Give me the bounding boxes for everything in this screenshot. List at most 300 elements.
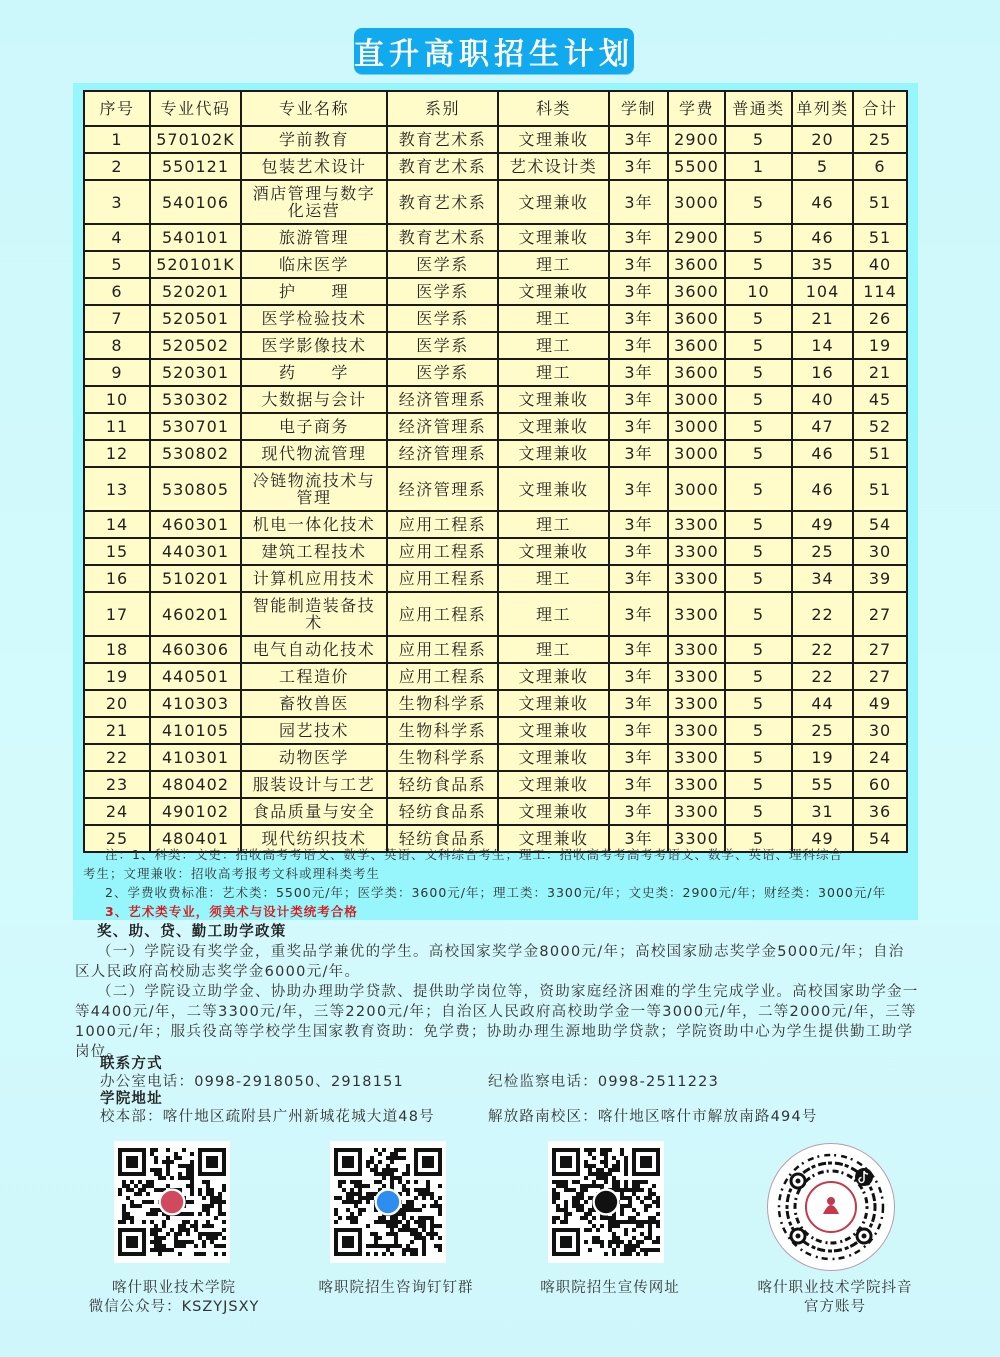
tuition-cell: 3300 xyxy=(668,798,725,825)
table-row xyxy=(84,440,907,467)
separate-quota-cell: 46 xyxy=(792,467,853,511)
subject-category-cell: 文理兼收 xyxy=(498,126,609,153)
department-cell: 医学系 xyxy=(387,332,498,359)
subject-category-cell: 文理兼收 xyxy=(498,690,609,717)
major-code-cell: 440301 xyxy=(150,538,241,565)
subject-category-cell: 文理兼收 xyxy=(498,413,609,440)
table-row xyxy=(84,771,907,798)
duration-cell: 3年 xyxy=(609,717,668,744)
separate-quota-cell: 16 xyxy=(792,359,853,386)
separate-quota-cell: 19 xyxy=(792,744,853,771)
contact-heading: 联系方式 xyxy=(100,1056,163,1072)
row-number-cell: 5 xyxy=(84,251,150,278)
major-code-cell: 520101K xyxy=(150,251,241,278)
department-cell: 轻纺食品系 xyxy=(387,771,498,798)
subject-category-cell: 文理兼收 xyxy=(498,798,609,825)
department-cell: 生物科学系 xyxy=(387,717,498,744)
row-number-cell: 3 xyxy=(84,180,150,224)
total-quota-cell: 51 xyxy=(853,440,907,467)
duration-cell: 3年 xyxy=(609,251,668,278)
subject-category-cell: 文理兼收 xyxy=(498,717,609,744)
subject-category-cell: 文理兼收 xyxy=(498,467,609,511)
separate-quota-cell: 22 xyxy=(792,636,853,663)
enrollment-plan-table xyxy=(83,90,908,853)
duration-cell: 3年 xyxy=(609,278,668,305)
department-cell: 教育艺术系 xyxy=(387,224,498,251)
total-quota-cell: 51 xyxy=(853,224,907,251)
department-cell: 应用工程系 xyxy=(387,511,498,538)
separate-quota-cell: 14 xyxy=(792,332,853,359)
department-cell: 应用工程系 xyxy=(387,538,498,565)
general-quota-cell: 5 xyxy=(725,690,792,717)
row-number-cell: 9 xyxy=(84,359,150,386)
tuition-cell: 2900 xyxy=(668,224,725,251)
tuition-cell: 3300 xyxy=(668,538,725,565)
row-number-cell: 16 xyxy=(84,565,150,592)
general-quota-cell: 5 xyxy=(725,305,792,332)
major-code-cell: 540106 xyxy=(150,180,241,224)
table-row xyxy=(84,332,907,359)
general-quota-cell: 5 xyxy=(725,798,792,825)
duration-cell: 3年 xyxy=(609,565,668,592)
subject-category-cell: 文理兼收 xyxy=(498,744,609,771)
major-name-cell: 医学检验技术 xyxy=(241,305,387,332)
table-row xyxy=(84,744,907,771)
total-quota-cell: 30 xyxy=(853,538,907,565)
row-number-cell: 7 xyxy=(84,305,150,332)
major-name-cell: 机电一体化技术 xyxy=(241,511,387,538)
major-code-cell: 480402 xyxy=(150,771,241,798)
office-phone: 办公室电话：0998-2918050、2918151 xyxy=(100,1073,404,1090)
header-cell: 合计 xyxy=(853,91,907,126)
row-number-cell: 20 xyxy=(84,690,150,717)
general-quota-cell: 5 xyxy=(725,663,792,690)
website-qr-code-icon[interactable] xyxy=(548,1141,664,1263)
major-code-cell: 440501 xyxy=(150,663,241,690)
major-code-cell: 520501 xyxy=(150,305,241,332)
separate-quota-cell: 31 xyxy=(792,798,853,825)
policy-paragraph-2: （二）学院设立助学金、协助办理助学贷款、提供助学岗位等，资助家庭经济困难的学生完成学业。高校国家助学金一等4400元/年，二等3300元/年，三等2200元/年；自治区人民政府高校助学金一等3000元/年，二等2000元/年，三等1000元/年；服兵役高等学校学生国家教育资助：免学费；协助办理生源地助学贷款；学院资助中心为学生提供勤工助学岗位。 xyxy=(75,984,919,1060)
south-campus-address: 解放路南校区：喀什地区喀什市解放南路494号 xyxy=(488,1108,818,1125)
separate-quota-cell: 40 xyxy=(792,386,853,413)
policy-heading: 奖、助、贷、勤工助学政策 xyxy=(97,924,287,940)
separate-quota-cell: 49 xyxy=(792,825,853,852)
duration-cell: 3年 xyxy=(609,592,668,636)
major-name-cell: 畜牧兽医 xyxy=(241,690,387,717)
department-cell: 经济管理系 xyxy=(387,440,498,467)
separate-quota-cell: 46 xyxy=(792,440,853,467)
table-row xyxy=(84,413,907,440)
total-quota-cell: 114 xyxy=(853,278,907,305)
general-quota-cell: 5 xyxy=(725,636,792,663)
tuition-cell: 3300 xyxy=(668,717,725,744)
major-code-cell: 410105 xyxy=(150,717,241,744)
tuition-cell: 3000 xyxy=(668,440,725,467)
duration-cell: 3年 xyxy=(609,413,668,440)
major-name-cell: 包装艺术设计 xyxy=(241,153,387,180)
qr-pattern xyxy=(114,1141,230,1263)
duration-cell: 3年 xyxy=(609,359,668,386)
table-row xyxy=(84,663,907,690)
table-row xyxy=(84,278,907,305)
total-quota-cell: 27 xyxy=(853,663,907,690)
department-cell: 应用工程系 xyxy=(387,636,498,663)
department-cell: 教育艺术系 xyxy=(387,180,498,224)
address-heading: 学院地址 xyxy=(100,1091,163,1107)
subject-category-cell: 理工 xyxy=(498,636,609,663)
row-number-cell: 23 xyxy=(84,771,150,798)
separate-quota-cell: 104 xyxy=(792,278,853,305)
general-quota-cell: 5 xyxy=(725,511,792,538)
major-code-cell: 570102K xyxy=(150,126,241,153)
major-name-cell: 工程造价 xyxy=(241,663,387,690)
department-cell: 医学系 xyxy=(387,359,498,386)
total-quota-cell: 21 xyxy=(853,359,907,386)
subject-category-cell: 理工 xyxy=(498,592,609,636)
subject-category-cell: 文理兼收 xyxy=(498,278,609,305)
major-code-cell: 520201 xyxy=(150,278,241,305)
row-number-cell: 2 xyxy=(84,153,150,180)
tuition-cell: 3300 xyxy=(668,744,725,771)
major-code-cell: 480401 xyxy=(150,825,241,852)
row-number-cell: 22 xyxy=(84,744,150,771)
major-name-cell: 电气自动化技术 xyxy=(241,636,387,663)
subject-category-cell: 文理兼收 xyxy=(498,440,609,467)
duration-cell: 3年 xyxy=(609,305,668,332)
duration-cell: 3年 xyxy=(609,663,668,690)
general-quota-cell: 5 xyxy=(725,332,792,359)
dingtalk-caption: 喀职院招生咨询钉钉群 xyxy=(318,1280,474,1296)
row-number-cell: 25 xyxy=(84,825,150,852)
general-quota-cell: 5 xyxy=(725,440,792,467)
major-name-cell: 服装设计与工艺 xyxy=(241,771,387,798)
note-line-1-cont: 考生；文理兼收：招收高考报考文科或理科类考生 xyxy=(83,866,381,881)
subject-category-cell: 文理兼收 xyxy=(498,663,609,690)
separate-quota-cell: 34 xyxy=(792,565,853,592)
wechat-qr-code-icon[interactable] xyxy=(114,1141,230,1263)
general-quota-cell: 1 xyxy=(725,153,792,180)
table-notes xyxy=(83,845,913,921)
tuition-cell: 3600 xyxy=(668,332,725,359)
general-quota-cell: 5 xyxy=(725,126,792,153)
subject-category-cell: 理工 xyxy=(498,511,609,538)
header-cell: 科类 xyxy=(498,91,609,126)
department-cell: 轻纺食品系 xyxy=(387,798,498,825)
tuition-cell: 3300 xyxy=(668,825,725,852)
row-number-cell: 15 xyxy=(84,538,150,565)
header-cell: 序号 xyxy=(84,91,150,126)
table-row xyxy=(84,511,907,538)
row-number-cell: 6 xyxy=(84,278,150,305)
tuition-cell: 3000 xyxy=(668,180,725,224)
table-header-row xyxy=(84,91,907,126)
major-name-cell: 园艺技术 xyxy=(241,717,387,744)
table-row xyxy=(84,224,907,251)
separate-quota-cell: 25 xyxy=(792,717,853,744)
department-cell: 教育艺术系 xyxy=(387,126,498,153)
duration-cell: 3年 xyxy=(609,636,668,663)
general-quota-cell: 5 xyxy=(725,825,792,852)
general-quota-cell: 5 xyxy=(725,771,792,798)
separate-quota-cell: 25 xyxy=(792,538,853,565)
general-quota-cell: 5 xyxy=(725,251,792,278)
subject-category-cell: 理工 xyxy=(498,332,609,359)
row-number-cell: 19 xyxy=(84,663,150,690)
major-code-cell: 410301 xyxy=(150,744,241,771)
general-quota-cell: 5 xyxy=(725,386,792,413)
douyin-qr-code-icon[interactable] xyxy=(767,1143,895,1271)
department-cell: 经济管理系 xyxy=(387,467,498,511)
main-campus-address: 校本部：喀什地区疏附县广州新城花城大道48号 xyxy=(100,1108,435,1125)
page-title-banner xyxy=(354,28,634,74)
separate-quota-cell: 22 xyxy=(792,663,853,690)
major-name-cell: 智能制造装备技术 xyxy=(241,592,387,636)
major-code-cell: 530302 xyxy=(150,386,241,413)
row-number-cell: 4 xyxy=(84,224,150,251)
note-line-3-art-requirement: 3、艺术类专业，须美术与设计类统考合格 xyxy=(105,904,358,919)
separate-quota-cell: 5 xyxy=(792,153,853,180)
major-code-cell: 540101 xyxy=(150,224,241,251)
tuition-cell: 3000 xyxy=(668,386,725,413)
tuition-cell: 3300 xyxy=(668,592,725,636)
major-name-cell: 护 理 xyxy=(241,278,387,305)
department-cell: 经济管理系 xyxy=(387,413,498,440)
header-cell: 学费 xyxy=(668,91,725,126)
separate-quota-cell: 46 xyxy=(792,180,853,224)
major-name-cell: 计算机应用技术 xyxy=(241,565,387,592)
row-number-cell: 14 xyxy=(84,511,150,538)
tuition-cell: 3600 xyxy=(668,278,725,305)
tuition-cell: 3300 xyxy=(668,690,725,717)
table-row xyxy=(84,717,907,744)
table-row xyxy=(84,153,907,180)
major-code-cell: 520301 xyxy=(150,359,241,386)
major-name-cell: 动物医学 xyxy=(241,744,387,771)
dingtalk-qr-code-icon[interactable] xyxy=(330,1141,446,1263)
separate-quota-cell: 21 xyxy=(792,305,853,332)
department-cell: 应用工程系 xyxy=(387,565,498,592)
subject-category-cell: 理工 xyxy=(498,305,609,332)
major-code-cell: 460306 xyxy=(150,636,241,663)
total-quota-cell: 27 xyxy=(853,592,907,636)
major-name-cell: 冷链物流技术与管理 xyxy=(241,467,387,511)
page-title: 直升高职招生计划 xyxy=(354,37,634,72)
total-quota-cell: 6 xyxy=(853,153,907,180)
major-code-cell: 490102 xyxy=(150,798,241,825)
table-row xyxy=(84,467,907,511)
subject-category-cell: 文理兼收 xyxy=(498,771,609,798)
header-cell: 单列类 xyxy=(792,91,853,126)
duration-cell: 3年 xyxy=(609,180,668,224)
table-row xyxy=(84,565,907,592)
major-name-cell: 旅游管理 xyxy=(241,224,387,251)
tuition-cell: 3300 xyxy=(668,771,725,798)
subject-category-cell: 理工 xyxy=(498,359,609,386)
inspection-phone: 纪检监察电话：0998-2511223 xyxy=(488,1073,720,1090)
duration-cell: 3年 xyxy=(609,386,668,413)
major-name-cell: 临床医学 xyxy=(241,251,387,278)
tuition-cell: 2900 xyxy=(668,126,725,153)
total-quota-cell: 24 xyxy=(853,744,907,771)
general-quota-cell: 10 xyxy=(725,278,792,305)
separate-quota-cell: 44 xyxy=(792,690,853,717)
duration-cell: 3年 xyxy=(609,825,668,852)
row-number-cell: 13 xyxy=(84,467,150,511)
duration-cell: 3年 xyxy=(609,153,668,180)
tuition-cell: 3000 xyxy=(668,413,725,440)
general-quota-cell: 5 xyxy=(725,592,792,636)
tuition-cell: 3300 xyxy=(668,565,725,592)
wechat-caption: 喀什职业技术学院 微信公众号：KSZYJSXY xyxy=(88,1280,260,1315)
qr-pattern xyxy=(548,1141,664,1263)
table-row xyxy=(84,690,907,717)
subject-category-cell: 文理兼收 xyxy=(498,825,609,852)
tuition-cell: 3300 xyxy=(668,511,725,538)
separate-quota-cell: 35 xyxy=(792,251,853,278)
financial-aid-policy xyxy=(75,922,920,1062)
department-cell: 医学系 xyxy=(387,278,498,305)
total-quota-cell: 30 xyxy=(853,717,907,744)
separate-quota-cell: 46 xyxy=(792,224,853,251)
major-name-cell: 药 学 xyxy=(241,359,387,386)
general-quota-cell: 5 xyxy=(725,359,792,386)
department-cell: 医学系 xyxy=(387,305,498,332)
separate-quota-cell: 20 xyxy=(792,126,853,153)
row-number-cell: 8 xyxy=(84,332,150,359)
tuition-cell: 5500 xyxy=(668,153,725,180)
row-number-cell: 24 xyxy=(84,798,150,825)
major-name-cell: 现代物流管理 xyxy=(241,440,387,467)
total-quota-cell: 19 xyxy=(853,332,907,359)
header-cell: 系别 xyxy=(387,91,498,126)
total-quota-cell: 36 xyxy=(853,798,907,825)
row-number-cell: 18 xyxy=(84,636,150,663)
general-quota-cell: 5 xyxy=(725,224,792,251)
general-quota-cell: 5 xyxy=(725,180,792,224)
department-cell: 教育艺术系 xyxy=(387,153,498,180)
separate-quota-cell: 22 xyxy=(792,592,853,636)
tuition-cell: 3300 xyxy=(668,636,725,663)
general-quota-cell: 5 xyxy=(725,744,792,771)
table-row xyxy=(84,359,907,386)
note-line-1: 注：1、科类：文史：招收高考考语文、数学、英语、文科综合考生；理工：招收高考考高考考语文、数学、英语、理科综合 xyxy=(105,847,843,862)
major-code-cell: 460301 xyxy=(150,511,241,538)
row-number-cell: 17 xyxy=(84,592,150,636)
header-cell: 普通类 xyxy=(725,91,792,126)
tuition-cell: 3300 xyxy=(668,663,725,690)
tuition-cell: 3600 xyxy=(668,305,725,332)
duration-cell: 3年 xyxy=(609,798,668,825)
contact-section xyxy=(100,1056,900,1126)
note-line-2: 2、学费收费标准：艺术类：5500元/年；医学类：3600元/年；理工类：3300元/年；文史类：2900元/年；财经类：3000元/年 xyxy=(105,885,887,900)
duration-cell: 3年 xyxy=(609,126,668,153)
header-cell: 学制 xyxy=(609,91,668,126)
major-code-cell: 530701 xyxy=(150,413,241,440)
table-row xyxy=(84,636,907,663)
douyin-code-pattern xyxy=(768,1144,894,1270)
table-row xyxy=(84,126,907,153)
table-row xyxy=(84,798,907,825)
total-quota-cell: 49 xyxy=(853,690,907,717)
subject-category-cell: 文理兼收 xyxy=(498,224,609,251)
major-code-cell: 510201 xyxy=(150,565,241,592)
row-number-cell: 12 xyxy=(84,440,150,467)
subject-category-cell: 理工 xyxy=(498,251,609,278)
plan-panel xyxy=(73,83,918,920)
total-quota-cell: 51 xyxy=(853,180,907,224)
policy-paragraph-1: （一）学院设有奖学金，重奖品学兼优的学生。高校国家奖学金8000元/年；高校国家励志奖学金5000元/年；自治区人民政府高校励志奖学金6000元/年。 xyxy=(75,944,905,980)
row-number-cell: 21 xyxy=(84,717,150,744)
subject-category-cell: 文理兼收 xyxy=(498,538,609,565)
table-row xyxy=(84,251,907,278)
table-row xyxy=(84,180,907,224)
total-quota-cell: 54 xyxy=(853,825,907,852)
duration-cell: 3年 xyxy=(609,511,668,538)
major-code-cell: 550121 xyxy=(150,153,241,180)
department-cell: 应用工程系 xyxy=(387,592,498,636)
subject-category-cell: 文理兼收 xyxy=(498,180,609,224)
general-quota-cell: 5 xyxy=(725,538,792,565)
duration-cell: 3年 xyxy=(609,744,668,771)
duration-cell: 3年 xyxy=(609,538,668,565)
total-quota-cell: 27 xyxy=(853,636,907,663)
duration-cell: 3年 xyxy=(609,771,668,798)
department-cell: 医学系 xyxy=(387,251,498,278)
tuition-cell: 3000 xyxy=(668,467,725,511)
subject-category-cell: 文理兼收 xyxy=(498,386,609,413)
major-name-cell: 电子商务 xyxy=(241,413,387,440)
major-code-cell: 460201 xyxy=(150,592,241,636)
major-name-cell: 医学影像技术 xyxy=(241,332,387,359)
major-name-cell: 现代纺织技术 xyxy=(241,825,387,852)
major-code-cell: 410303 xyxy=(150,690,241,717)
major-name-cell: 学前教育 xyxy=(241,126,387,153)
total-quota-cell: 26 xyxy=(853,305,907,332)
table-row xyxy=(84,305,907,332)
qr-pattern xyxy=(330,1141,446,1263)
department-cell: 生物科学系 xyxy=(387,744,498,771)
website-caption: 喀职院招生宣传网址 xyxy=(540,1280,680,1296)
department-cell: 经济管理系 xyxy=(387,386,498,413)
duration-cell: 3年 xyxy=(609,332,668,359)
major-code-cell: 520502 xyxy=(150,332,241,359)
table-row xyxy=(84,592,907,636)
subject-category-cell: 艺术设计类 xyxy=(498,153,609,180)
duration-cell: 3年 xyxy=(609,467,668,511)
table-row xyxy=(84,538,907,565)
separate-quota-cell: 49 xyxy=(792,511,853,538)
department-cell: 轻纺食品系 xyxy=(387,825,498,852)
duration-cell: 3年 xyxy=(609,224,668,251)
duration-cell: 3年 xyxy=(609,440,668,467)
major-name-cell: 建筑工程技术 xyxy=(241,538,387,565)
header-cell: 专业代码 xyxy=(150,91,241,126)
general-quota-cell: 5 xyxy=(725,413,792,440)
total-quota-cell: 54 xyxy=(853,511,907,538)
major-code-cell: 530802 xyxy=(150,440,241,467)
total-quota-cell: 39 xyxy=(853,565,907,592)
department-cell: 生物科学系 xyxy=(387,690,498,717)
major-name-cell: 酒店管理与数字化运营 xyxy=(241,180,387,224)
total-quota-cell: 60 xyxy=(853,771,907,798)
major-name-cell: 大数据与会计 xyxy=(241,386,387,413)
separate-quota-cell: 47 xyxy=(792,413,853,440)
tuition-cell: 3600 xyxy=(668,359,725,386)
total-quota-cell: 40 xyxy=(853,251,907,278)
major-code-cell: 530805 xyxy=(150,467,241,511)
general-quota-cell: 5 xyxy=(725,467,792,511)
total-quota-cell: 25 xyxy=(853,126,907,153)
